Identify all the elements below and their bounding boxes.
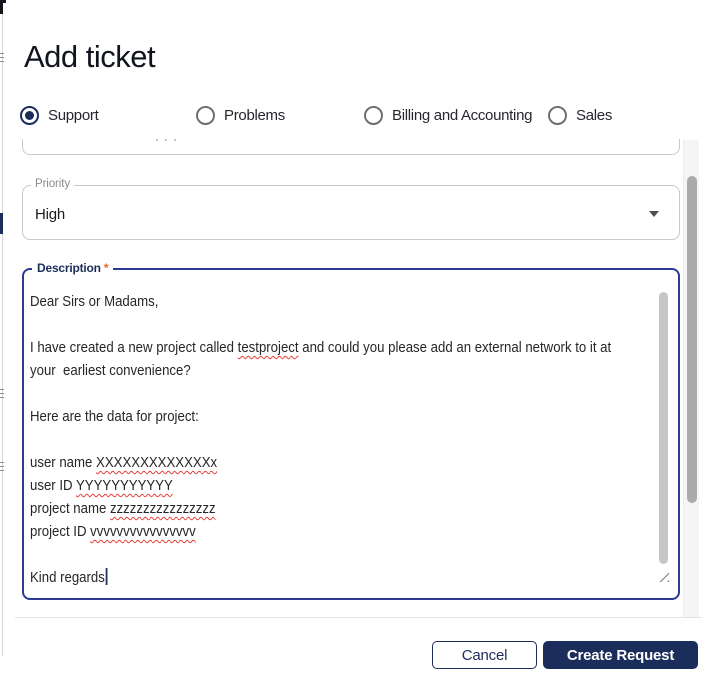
- radio-option-problems[interactable]: [196, 106, 285, 125]
- text-line-blank: [30, 313, 570, 336]
- radio-label: Problems: [224, 107, 285, 124]
- description-textarea[interactable]: [22, 261, 680, 600]
- text-line: [30, 405, 570, 428]
- text-line: [30, 474, 570, 497]
- text-segment: Here are the data for project:: [30, 408, 199, 425]
- cutoff-field-partial[interactable]: [22, 139, 680, 155]
- background-artifact-corner: [0, 0, 6, 14]
- radio-label: Support: [48, 107, 99, 124]
- chevron-down-icon[interactable]: [649, 211, 659, 217]
- text-line: [30, 497, 570, 520]
- misspelled-word: zzzzzzzzzzzzzzzz: [109, 500, 216, 517]
- resize-handle-icon[interactable]: [655, 568, 669, 582]
- priority-select[interactable]: [22, 178, 680, 240]
- text-line-blank: [30, 428, 570, 451]
- radio-label: Billing and Accounting: [392, 107, 533, 124]
- priority-label: Priority: [31, 178, 74, 190]
- dialog-title: Add ticket: [24, 39, 156, 74]
- misspelled-word: YYYYYYYYYYY: [75, 477, 173, 494]
- misspelled-word: vvvvvvvvvvvvvvvv: [90, 523, 196, 540]
- textarea-scrollbar-thumb[interactable]: [659, 292, 668, 564]
- background-artifact-accent: [0, 213, 3, 234]
- background-artifact-menu-icon: [0, 389, 4, 398]
- text-line: [30, 566, 570, 589]
- create-request-button[interactable]: Create Request: [543, 641, 698, 669]
- text-segment: project ID: [30, 523, 91, 540]
- radio-option-billing-and-accounting[interactable]: [364, 106, 532, 125]
- misspelled-word: XXXXXXXXXXXXXx: [96, 454, 218, 471]
- required-asterisk: *: [103, 261, 109, 275]
- radio-unselected-icon[interactable]: [548, 106, 567, 125]
- radio-option-sales[interactable]: [548, 106, 612, 125]
- background-artifact-line: [2, 0, 3, 656]
- priority-value: High: [35, 206, 66, 223]
- dialog-scrollbar-track[interactable]: [683, 140, 699, 617]
- text-line: [30, 520, 570, 543]
- text-line-blank: [30, 543, 570, 566]
- cancel-button[interactable]: Cancel: [432, 641, 537, 669]
- footer-divider: [15, 617, 702, 618]
- text-segment: I have created a new project called: [30, 339, 238, 356]
- text-segment: project name: [30, 500, 110, 517]
- text-segment: Kind regards: [30, 569, 105, 586]
- text-line-blank: [30, 382, 570, 405]
- dialog-scrollbar-thumb[interactable]: [687, 176, 697, 503]
- text-line: [30, 336, 612, 359]
- radio-selected-icon[interactable]: [20, 106, 39, 125]
- text-segment: your earliest convenience?: [30, 362, 191, 379]
- text-line: [30, 290, 570, 313]
- description-label-text: Description: [37, 261, 101, 275]
- text-segment: Dear Sirs or Madams,: [30, 293, 159, 310]
- description-label: [32, 261, 113, 275]
- misspelled-word: testproject: [237, 339, 299, 356]
- radio-unselected-icon[interactable]: [196, 106, 215, 125]
- radio-option-support[interactable]: [20, 106, 98, 125]
- background-artifact-menu-icon: [0, 53, 4, 62]
- text-segment: and could you please add an external network to it at: [298, 339, 612, 356]
- radio-label: Sales: [576, 107, 613, 124]
- cutoff-text-remnant: [156, 139, 182, 141]
- text-line: [30, 451, 570, 474]
- text-line: [30, 359, 570, 382]
- text-segment: user ID: [30, 477, 76, 494]
- text-segment: user name: [30, 454, 97, 471]
- background-artifact-menu-icon: [0, 462, 4, 471]
- radio-unselected-icon[interactable]: [364, 106, 383, 125]
- description-text: [30, 290, 644, 589]
- text-cursor: [106, 568, 108, 585]
